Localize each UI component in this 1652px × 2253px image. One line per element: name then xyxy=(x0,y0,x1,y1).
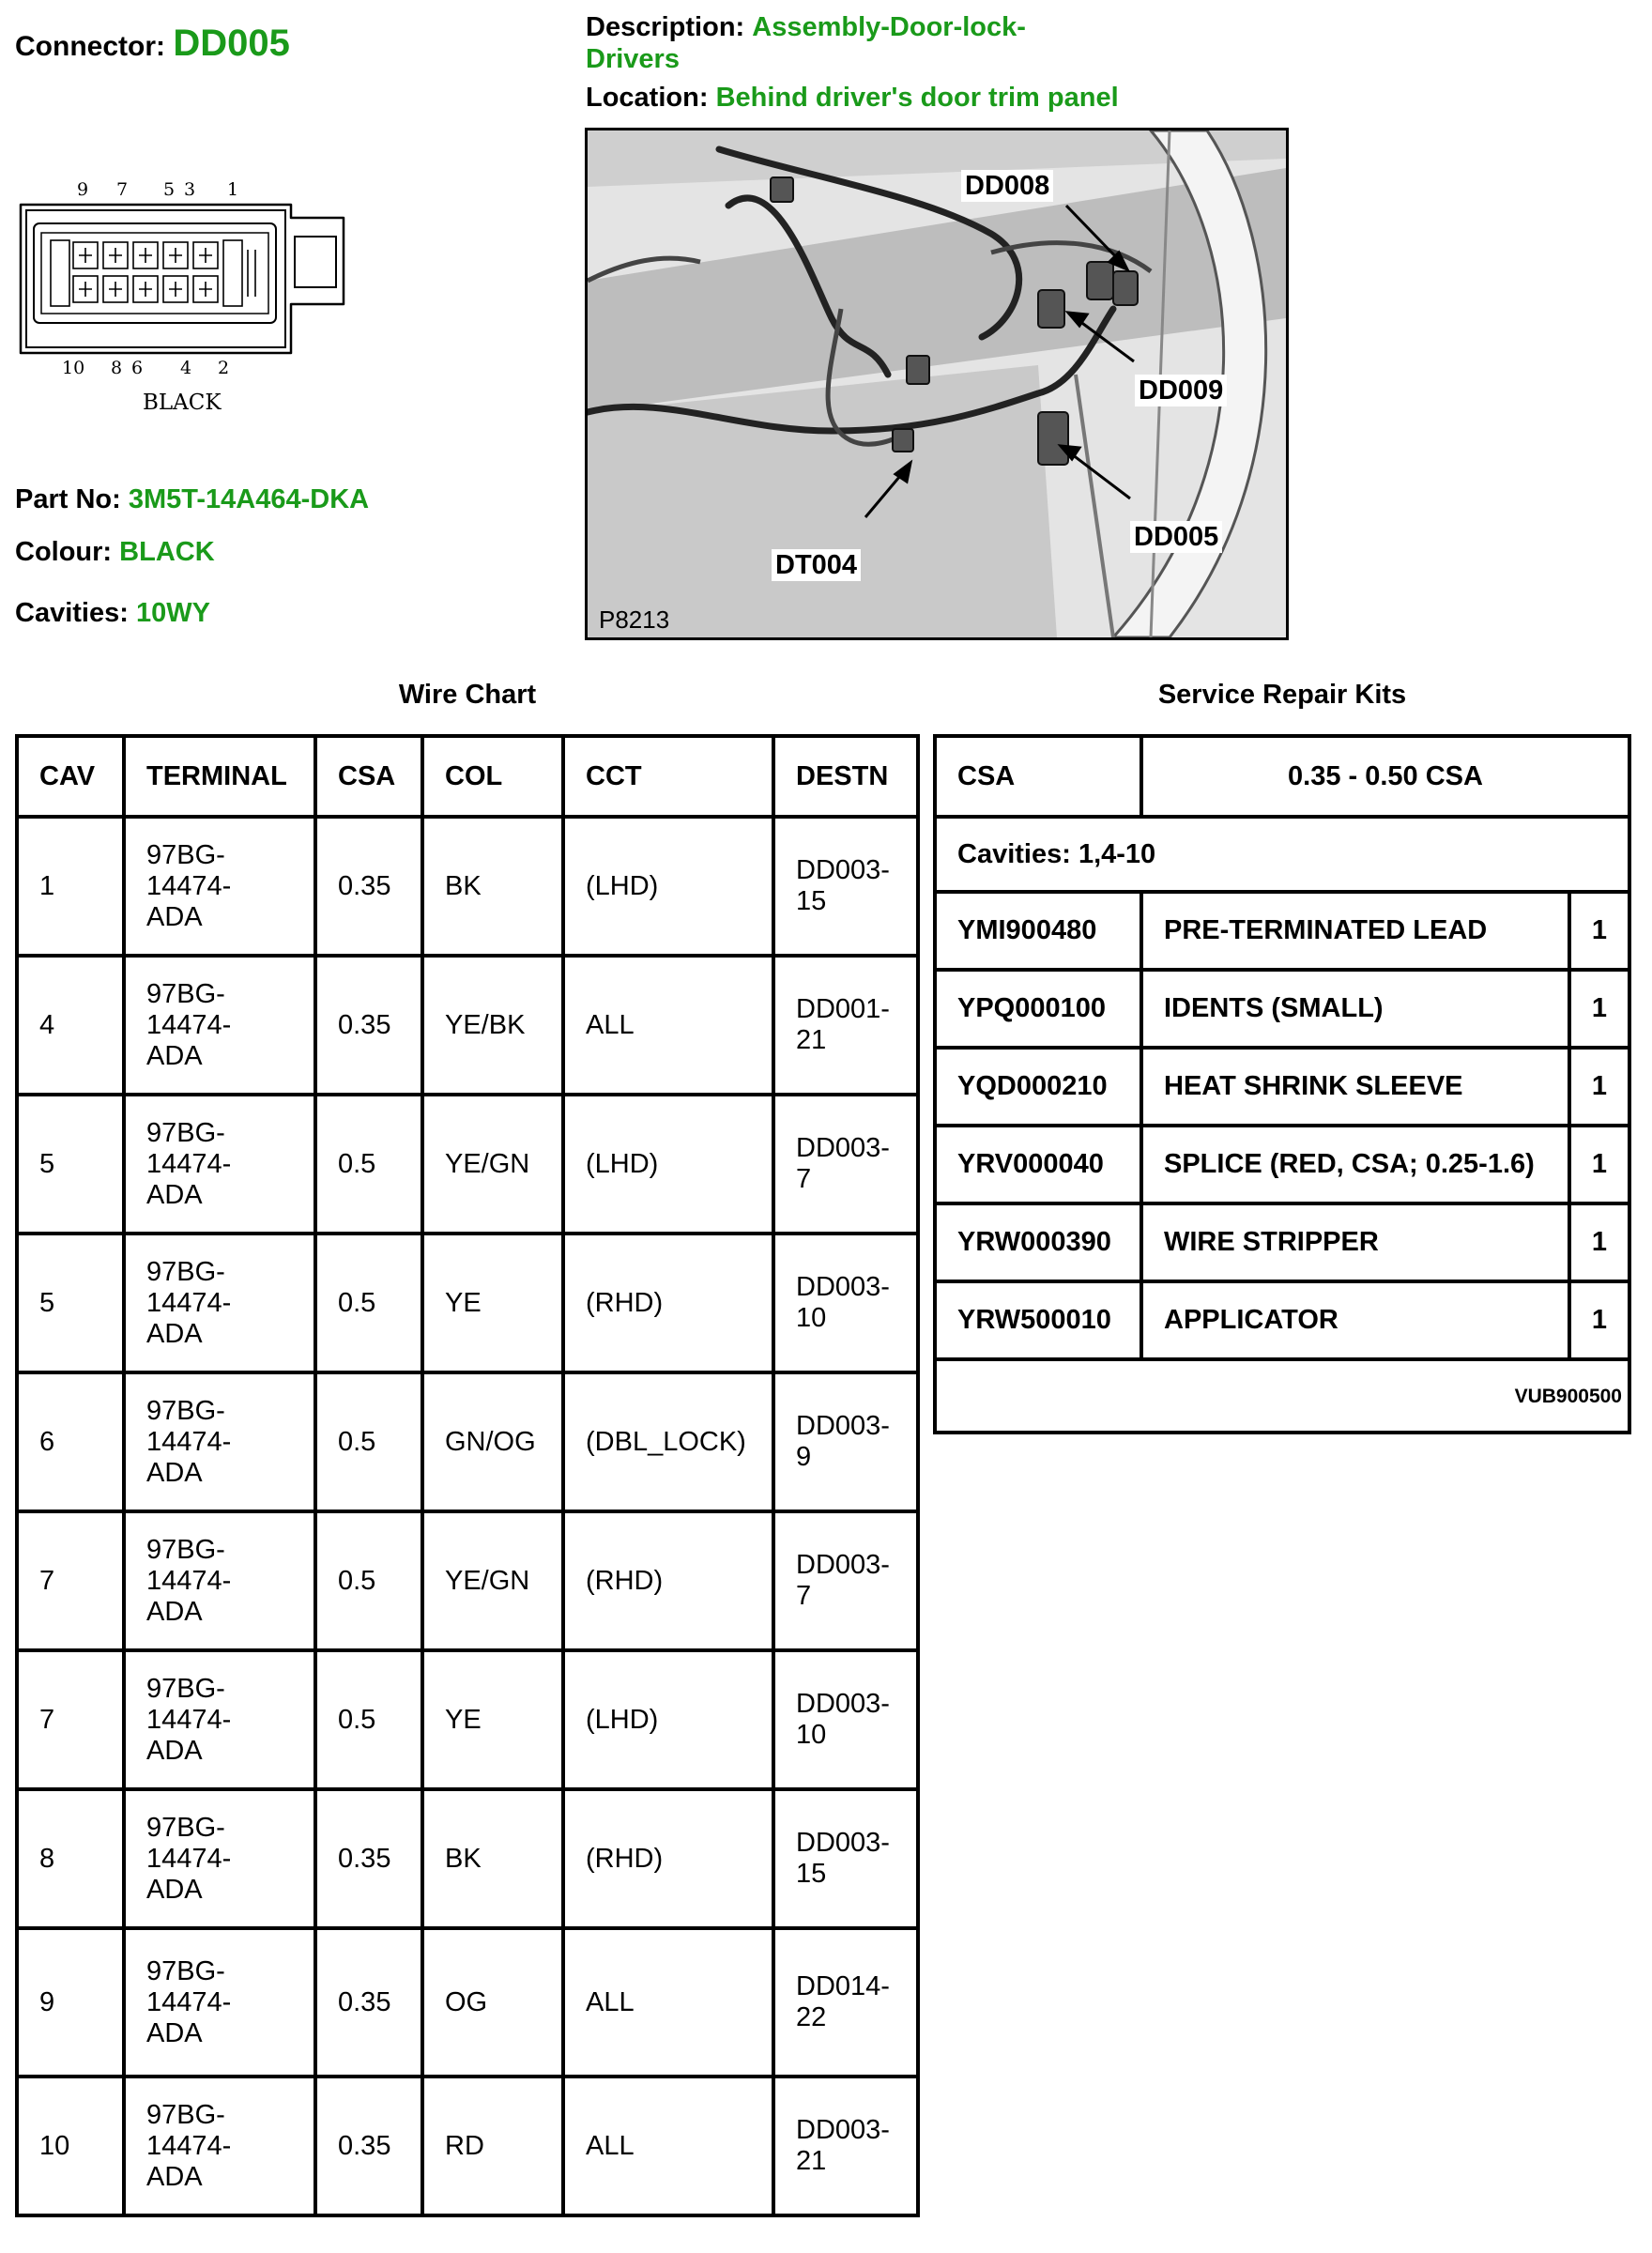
destn-cell xyxy=(773,956,918,1095)
destn-cell-line: 22 xyxy=(796,2002,827,2032)
bottom-pin-label: 6 xyxy=(131,358,144,378)
col-cell: YE/GN xyxy=(422,1511,563,1650)
kits-csa-label: CSA xyxy=(957,760,1016,791)
terminal-cell xyxy=(124,956,315,1095)
destn-cell-line: DD014- xyxy=(796,1971,890,2001)
cct-cell: (LHD) xyxy=(563,1650,773,1789)
connector-face-diagram xyxy=(13,175,360,421)
csa-cell: 0.5 xyxy=(315,1650,422,1789)
bottom-pin-label: 4 xyxy=(180,358,192,378)
destn-cell-line: 21 xyxy=(796,1025,827,1055)
kit-item-quantity: 1 xyxy=(1591,993,1608,1023)
csa-cell: 0.35 xyxy=(315,2077,422,2215)
terminal-cell-line: 14474- xyxy=(146,2130,232,2161)
cav-cell: 8 xyxy=(17,1789,124,1928)
terminal-cell-line: ADA xyxy=(146,2017,203,2048)
col-cell: YE xyxy=(422,1650,563,1789)
cav-cell: 5 xyxy=(17,1234,124,1372)
colour-value: BLACK xyxy=(119,537,215,567)
kit-item-quantity: 1 xyxy=(1591,1149,1608,1179)
terminal-cell-line: ADA xyxy=(146,1596,203,1627)
csa-cell: 0.35 xyxy=(315,956,422,1095)
column-header-terminal: TERMINAL xyxy=(124,736,315,817)
kit-item-code: YPQ000100 xyxy=(957,993,1107,1023)
top-pin-label: 9 xyxy=(77,179,89,200)
destn-cell-line: 15 xyxy=(796,1859,827,1889)
description-value-line2: Drivers xyxy=(586,44,680,74)
part-number-label: Part No: xyxy=(15,484,121,514)
terminal-cell-line: ADA xyxy=(146,1735,203,1766)
cav-cell: 7 xyxy=(17,1511,124,1650)
terminal-cell xyxy=(124,1928,315,2077)
destn-cell-line: DD003- xyxy=(796,1272,890,1302)
table-row xyxy=(17,1928,918,2077)
cct-cell: ALL xyxy=(563,2077,773,2215)
terminal-cell-line: 97BG- xyxy=(146,1256,225,1287)
connector-value: DD005 xyxy=(173,23,290,64)
kit-item-row xyxy=(937,1127,1628,1205)
kit-item-code: YRW000390 xyxy=(957,1227,1111,1257)
cav-cell: 10 xyxy=(17,2077,124,2215)
description-field xyxy=(586,11,1111,75)
connector-label: Connector: xyxy=(15,31,165,62)
kits-csa-row xyxy=(937,738,1628,819)
kits-footer-code: VUB900500 xyxy=(1514,1386,1622,1407)
table-row xyxy=(17,1650,918,1789)
cct-cell: (RHD) xyxy=(563,1234,773,1372)
terminal-cell xyxy=(124,1095,315,1234)
terminal-cell-line: 14474- xyxy=(146,1148,232,1179)
destn-cell-line: 9 xyxy=(796,1442,812,1472)
terminal-cell xyxy=(124,1511,315,1650)
table-row xyxy=(17,1372,918,1511)
csa-cell: 0.5 xyxy=(315,1234,422,1372)
kit-item-quantity: 1 xyxy=(1591,1305,1608,1335)
table-row xyxy=(17,1234,918,1372)
kit-item-row xyxy=(937,1283,1628,1361)
terminal-cell xyxy=(124,2077,315,2215)
bottom-pin-label: 2 xyxy=(218,358,230,378)
destn-cell xyxy=(773,1372,918,1511)
destn-cell-line: DD003- xyxy=(796,855,890,885)
terminal-cell-line: 14474- xyxy=(146,1565,232,1596)
kits-footer-row xyxy=(937,1363,1628,1431)
terminal-cell-line: ADA xyxy=(146,1457,203,1488)
cav-cell: 9 xyxy=(17,1928,124,2077)
callout-label: DD009 xyxy=(1135,375,1227,406)
destn-cell-line: DD003- xyxy=(796,1133,890,1163)
table-row xyxy=(17,1789,918,1928)
destn-cell xyxy=(773,1234,918,1372)
kit-item-row xyxy=(937,894,1628,972)
cct-cell: (DBL_LOCK) xyxy=(563,1372,773,1511)
kit-item-quantity: 1 xyxy=(1591,915,1608,945)
kit-item-description: APPLICATOR xyxy=(1164,1305,1338,1335)
destn-cell-line: DD003- xyxy=(796,1550,890,1580)
terminal-cell-line: 97BG- xyxy=(146,1534,225,1565)
destn-cell-line: 7 xyxy=(796,1581,812,1611)
top-pin-label: 5 xyxy=(163,179,176,200)
connector-face-icon xyxy=(13,175,360,421)
terminal-cell xyxy=(124,817,315,956)
terminal-cell-line: 97BG- xyxy=(146,1812,225,1843)
table-row xyxy=(17,1095,918,1234)
colour-field xyxy=(15,537,215,568)
column-header-destn: DESTN xyxy=(773,736,918,817)
csa-cell: 0.35 xyxy=(315,817,422,956)
kits-cavities-row xyxy=(937,819,1628,894)
cav-cell: 1 xyxy=(17,817,124,956)
cct-cell: (LHD) xyxy=(563,817,773,956)
table-header-row xyxy=(17,736,918,817)
top-pin-label: 3 xyxy=(184,179,196,200)
terminal-cell-line: 97BG- xyxy=(146,978,225,1009)
top-pin-label: 1 xyxy=(227,179,239,200)
destn-cell-line: 7 xyxy=(796,1164,812,1194)
description-label: Description: xyxy=(586,12,745,42)
repair-kits-box xyxy=(933,734,1631,1434)
kit-item-code: YRV000040 xyxy=(957,1149,1104,1179)
kits-cavities-text: Cavities: 1,4-10 xyxy=(957,838,1156,869)
col-cell: YE/BK xyxy=(422,956,563,1095)
csa-cell: 0.35 xyxy=(315,1928,422,2077)
csa-cell: 0.5 xyxy=(315,1095,422,1234)
table-row xyxy=(17,956,918,1095)
table-row xyxy=(17,2077,918,2215)
cct-cell: (LHD) xyxy=(563,1095,773,1234)
bottom-pin-label: 8 xyxy=(111,358,123,378)
table-row xyxy=(17,1511,918,1650)
csa-cell: 0.5 xyxy=(315,1372,422,1511)
kits-csa-value: 0.35 - 0.50 CSA xyxy=(1288,760,1483,791)
terminal-cell xyxy=(124,1650,315,1789)
destn-cell-line: DD003- xyxy=(796,1689,890,1719)
csa-cell: 0.5 xyxy=(315,1511,422,1650)
column-header-col: COL xyxy=(422,736,563,817)
terminal-cell-line: 14474- xyxy=(146,1986,232,2017)
kit-item-quantity: 1 xyxy=(1591,1071,1608,1101)
photo-code: P8213 xyxy=(599,605,670,634)
kit-item-description: SPLICE (RED, CSA; 0.25-1.6) xyxy=(1164,1149,1535,1179)
destn-cell xyxy=(773,1650,918,1789)
cct-cell: (RHD) xyxy=(563,1789,773,1928)
bottom-pin-label: 10 xyxy=(62,358,85,378)
colour-label: Colour: xyxy=(15,537,113,567)
cct-cell: (RHD) xyxy=(563,1511,773,1650)
terminal-cell-line: 14474- xyxy=(146,1704,232,1735)
part-number-field xyxy=(15,484,369,515)
terminal-cell-line: 14474- xyxy=(146,1843,232,1874)
terminal-cell xyxy=(124,1372,315,1511)
cavities-field xyxy=(15,598,210,629)
destn-cell xyxy=(773,817,918,956)
terminal-cell-line: 97BG- xyxy=(146,2099,225,2130)
csa-cell: 0.35 xyxy=(315,1789,422,1928)
terminal-cell-line: ADA xyxy=(146,1318,203,1349)
destn-cell xyxy=(773,1789,918,1928)
destn-cell xyxy=(773,2077,918,2215)
cav-cell: 4 xyxy=(17,956,124,1095)
location-label: Location: xyxy=(586,83,709,113)
kit-item-description: PRE-TERMINATED LEAD xyxy=(1164,915,1488,945)
col-cell: GN/OG xyxy=(422,1372,563,1511)
wire-chart-table xyxy=(15,734,920,2217)
terminal-cell xyxy=(124,1234,315,1372)
destn-cell xyxy=(773,1928,918,2077)
destn-cell-line: DD003- xyxy=(796,2115,890,2145)
kit-item-description: WIRE STRIPPER xyxy=(1164,1227,1379,1257)
destn-cell-line: DD001- xyxy=(796,994,890,1024)
col-cell: BK xyxy=(422,1789,563,1928)
col-cell: RD xyxy=(422,2077,563,2215)
connector-field xyxy=(15,23,290,65)
col-cell: YE xyxy=(422,1234,563,1372)
callout-label: DD008 xyxy=(961,170,1053,202)
kit-item-code: YMI900480 xyxy=(957,915,1097,945)
terminal-cell-line: ADA xyxy=(146,1874,203,1905)
destn-cell-line: 10 xyxy=(796,1720,827,1750)
kit-item-description: IDENTS (SMALL) xyxy=(1164,993,1384,1023)
destn-cell-line: 21 xyxy=(796,2146,827,2176)
terminal-cell-line: 97BG- xyxy=(146,839,225,870)
destn-cell-line: DD003- xyxy=(796,1828,890,1858)
cav-cell: 5 xyxy=(17,1095,124,1234)
description-value-line1: Assembly-Door-lock- xyxy=(752,12,1026,42)
cavities-value: 10WY xyxy=(135,598,210,628)
destn-cell xyxy=(773,1511,918,1650)
terminal-cell-line: ADA xyxy=(146,2161,203,2192)
destn-cell-line: 15 xyxy=(796,886,827,916)
wire-chart-title: Wire Chart xyxy=(398,680,537,710)
kit-item-code: YRW500010 xyxy=(957,1305,1111,1335)
terminal-cell-line: 14474- xyxy=(146,1009,232,1040)
terminal-cell-line: 97BG- xyxy=(146,1955,225,1986)
kit-item-row xyxy=(937,1205,1628,1283)
cavities-label: Cavities: xyxy=(15,598,129,628)
location-field xyxy=(586,83,1119,114)
terminal-cell-line: 14474- xyxy=(146,870,232,901)
col-cell: YE/GN xyxy=(422,1095,563,1234)
destn-cell xyxy=(773,1095,918,1234)
location-value: Behind driver's door trim panel xyxy=(715,83,1119,113)
top-pin-label: 7 xyxy=(116,179,129,200)
column-header-csa: CSA xyxy=(315,736,422,817)
column-header-cct: CCT xyxy=(563,736,773,817)
kit-item-description: HEAT SHRINK SLEEVE xyxy=(1164,1071,1463,1101)
cav-cell: 7 xyxy=(17,1650,124,1789)
cct-cell: ALL xyxy=(563,956,773,1095)
part-number-value: 3M5T-14A464-DKA xyxy=(128,484,370,514)
terminal-cell-line: 97BG- xyxy=(146,1117,225,1148)
terminal-cell-line: 97BG- xyxy=(146,1673,225,1704)
terminal-cell-line: ADA xyxy=(146,1040,203,1071)
kit-item-quantity: 1 xyxy=(1591,1227,1608,1257)
kit-item-row xyxy=(937,1050,1628,1127)
kit-item-code: YQD000210 xyxy=(957,1071,1108,1101)
location-photo xyxy=(585,128,1289,640)
terminal-cell xyxy=(124,1789,315,1928)
repair-kits-title: Service Repair Kits xyxy=(1157,680,1407,710)
kit-item-row xyxy=(937,972,1628,1050)
terminal-cell-line: ADA xyxy=(146,901,203,932)
callout-label: DT004 xyxy=(772,549,861,581)
connector-caption: BLACK xyxy=(143,391,222,415)
terminal-cell-line: 14474- xyxy=(146,1426,232,1457)
destn-cell-line: 10 xyxy=(796,1303,827,1333)
cav-cell: 6 xyxy=(17,1372,124,1511)
terminal-cell-line: ADA xyxy=(146,1179,203,1210)
col-cell: BK xyxy=(422,817,563,956)
cct-cell: ALL xyxy=(563,1928,773,2077)
terminal-cell-line: 14474- xyxy=(146,1287,232,1318)
terminal-cell-line: 97BG- xyxy=(146,1395,225,1426)
col-cell: OG xyxy=(422,1928,563,2077)
destn-cell-line: DD003- xyxy=(796,1411,890,1441)
column-header-cav: CAV xyxy=(17,736,124,817)
table-row xyxy=(17,817,918,956)
callout-label: DD005 xyxy=(1130,521,1222,553)
